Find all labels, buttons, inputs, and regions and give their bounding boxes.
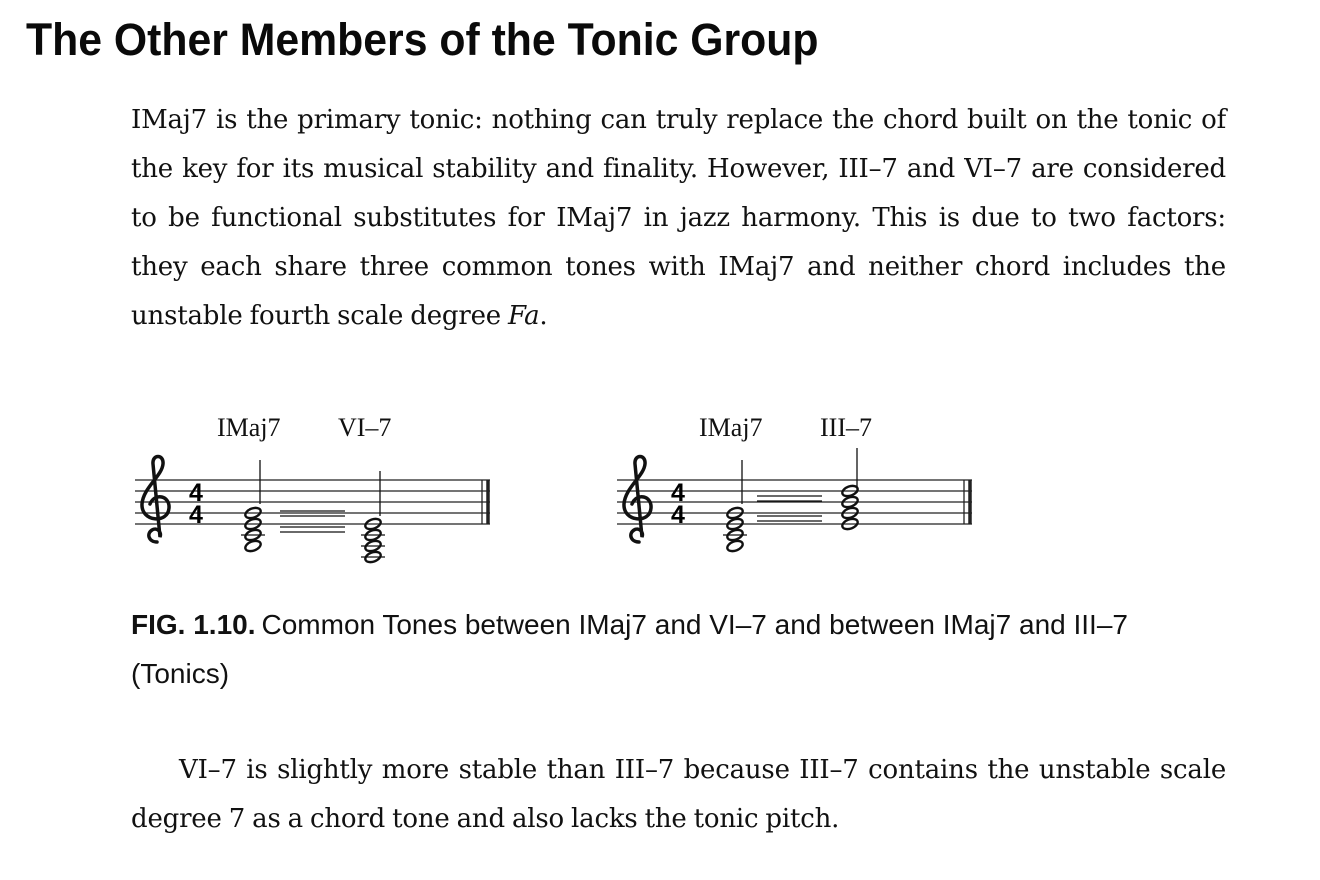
chord-label-imaj7: IMaj7 (699, 413, 763, 442)
chord-label-iii7: III–7 (820, 413, 872, 442)
time-sig-bottom: 4 (671, 501, 685, 529)
time-sig-top: 4 (189, 479, 203, 507)
closing-paragraph: VI–7 is slightly more stable than III–7 because III–7 contains the unstable scale degree 7 as a chord tone and also lacks the tonic pitch. (131, 755, 1226, 834)
chord-iii7 (841, 448, 859, 531)
caption-text: Common Tones between IMaj7 and VI–7 and between IMaj7 and III–7 (Tonics) (131, 609, 1128, 689)
figure-1-10 (130, 396, 1010, 576)
treble-clef-icon (624, 457, 651, 543)
intro-paragraph (131, 96, 1226, 341)
figure-caption (131, 600, 1191, 698)
chord-imaj7 (723, 460, 747, 553)
chord-vi7 (361, 471, 385, 564)
intro-text: IMaj7 is the primary tonic: nothing can truly replace the chord built on the tonic of the key for its musical stability and finality. However, III–7 and VI–7 are considered to be functional substitutes for IMaj7 in jazz harmony. This is due to two factors: they each share three common tones with IMaj7 and neither chord includes the unstable fourth scale degree (131, 105, 1226, 331)
time-sig-bottom: 4 (189, 501, 203, 529)
example-iii (617, 413, 972, 553)
time-sig-top: 4 (671, 479, 685, 507)
tie-lines (757, 496, 822, 521)
tie-lines (280, 511, 345, 532)
chord-label-imaj7: IMaj7 (217, 413, 281, 442)
time-signature (671, 479, 685, 529)
chord-imaj7 (241, 460, 265, 553)
example-vi (135, 413, 490, 564)
intro-emphasis: Fa (508, 301, 540, 331)
page-title: The Other Members of the Tonic Group (26, 14, 819, 65)
intro-text-end: . (539, 301, 548, 331)
chord-label-vi7: VI–7 (338, 413, 392, 442)
treble-clef-icon (142, 457, 169, 543)
time-signature (189, 479, 203, 529)
caption-number: FIG. 1.10. (131, 609, 256, 640)
